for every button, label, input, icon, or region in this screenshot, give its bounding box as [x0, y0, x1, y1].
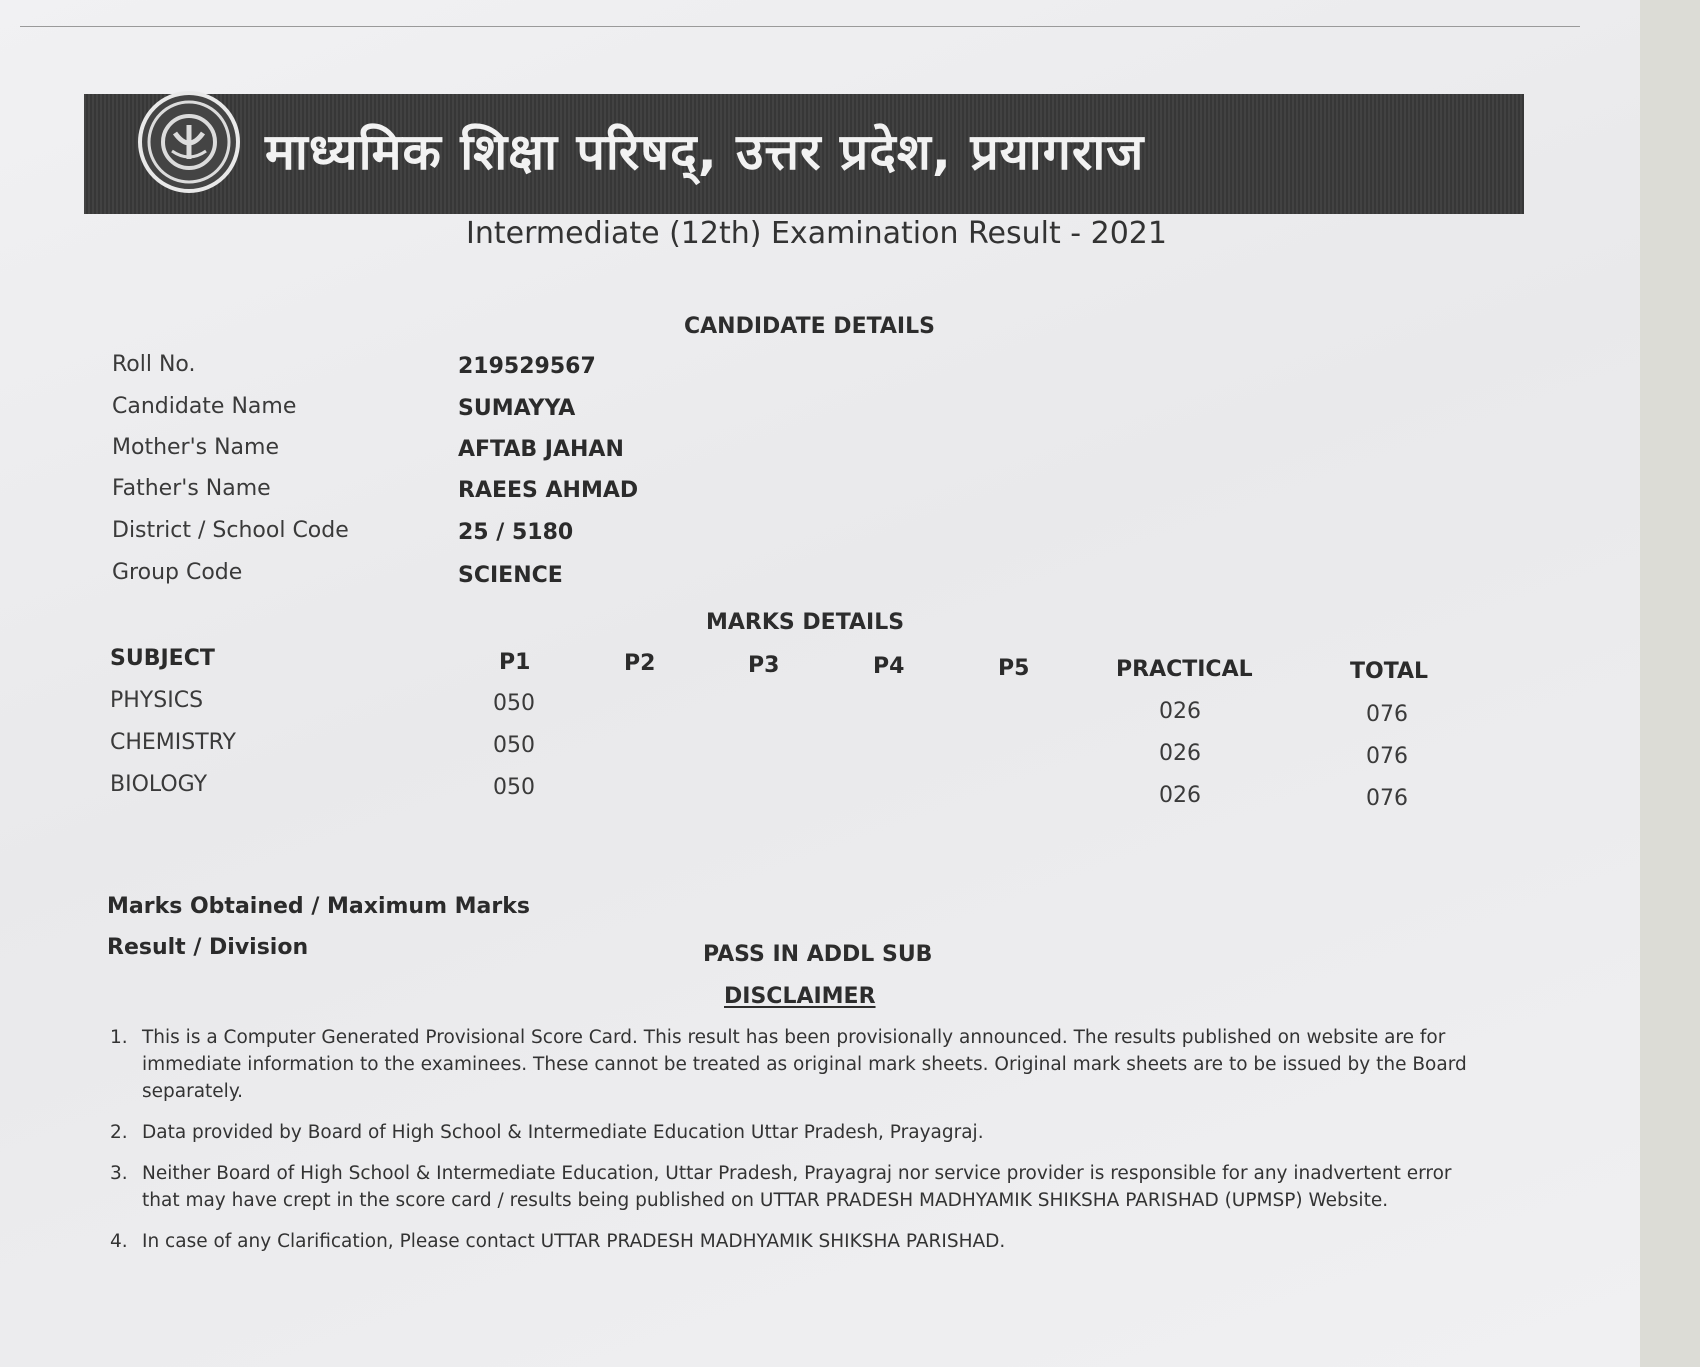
marks-details-heading: MARKS DETAILS [706, 610, 905, 635]
subject-chemistry: CHEMISTRY [110, 730, 236, 755]
biology-total: 076 [1366, 786, 1408, 811]
disclaimer-item [110, 1024, 1480, 1105]
candidate-details-heading: CANDIDATE DETAILS [684, 314, 935, 339]
subject-biology: BIOLOGY [110, 772, 208, 797]
column-header-practical: PRACTICAL [1116, 657, 1253, 682]
column-header-p1: P1 [499, 650, 531, 675]
disclaimer-item [110, 1119, 1480, 1146]
roll-no-label: Roll No. [112, 352, 196, 377]
disclaimer-item-text: Neither Board of High School & Intermediate Education, Uttar Pradesh, Prayagraj nor service provider is responsible for any inadvertent error that may have crept in the score card / results being published on UTTAR PRADESH MADHYAMIK SHIKSHA PARISHAD (UPMSP) Website. [142, 1163, 1452, 1211]
disclaimer-heading: DISCLAIMER [724, 984, 876, 1009]
physics-practical: 026 [1159, 699, 1201, 724]
marks-obtained-label: Marks Obtained / Maximum Marks [107, 894, 530, 919]
board-title: माध्यमिक शिक्षा परिषद्, उत्तर प्रदेश, प्रयागराज [265, 123, 1145, 181]
mother-name-label: Mother's Name [112, 435, 279, 460]
disclaimer-item-number: 2. [110, 1122, 128, 1143]
disclaimer-item [110, 1228, 1480, 1255]
disclaimer-item-number: 4. [110, 1231, 128, 1252]
father-name-label: Father's Name [112, 476, 271, 501]
up-government-seal-icon [138, 91, 240, 193]
chemistry-p1: 050 [493, 733, 535, 758]
disclaimer-item-text: Data provided by Board of High School & Intermediate Education Uttar Pradesh, Prayagraj. [142, 1122, 984, 1143]
column-header-p4: P4 [873, 654, 905, 679]
result-value: PASS IN ADDL SUB [703, 942, 933, 967]
district-school-code-label: District / School Code [112, 518, 349, 543]
mother-name-value: AFTAB JAHAN [458, 437, 624, 462]
disclaimer-item-text: This is a Computer Generated Provisional Score Card. This result has been provisionally announced. The results published on website are for immediate information to the examinees. These cannot be treated as original mark sheets. Original mark sheets are to be issued by the Board separately. [142, 1027, 1467, 1102]
disclaimer-item-text: In case of any Clarification, Please contact UTTAR PRADESH MADHYAMIK SHIKSHA PARISHAD. [142, 1231, 1006, 1252]
disclaimer-item-number: 1. [110, 1027, 128, 1048]
column-header-total: TOTAL [1350, 659, 1429, 684]
column-header-p3: P3 [748, 653, 780, 678]
top-rule [20, 26, 1580, 27]
group-code-label: Group Code [112, 560, 243, 585]
district-school-code-value: 25 / 5180 [458, 520, 574, 545]
roll-no-value: 219529567 [458, 354, 596, 379]
candidate-name-value: SUMAYYA [458, 396, 576, 421]
candidate-name-label: Candidate Name [112, 394, 297, 419]
result-division-label: Result / Division [107, 935, 309, 960]
chemistry-total: 076 [1366, 744, 1408, 769]
biology-practical: 026 [1159, 783, 1201, 808]
disclaimer-item-number: 3. [110, 1163, 128, 1184]
column-header-p5: P5 [998, 656, 1030, 681]
biology-p1: 050 [493, 775, 535, 800]
column-header-subject: SUBJECT [110, 646, 215, 671]
page-title: Intermediate (12th) Examination Result - 2021 [466, 216, 1167, 251]
subject-physics: PHYSICS [110, 688, 204, 713]
physics-total: 076 [1366, 702, 1408, 727]
group-code-value: SCIENCE [458, 563, 563, 588]
disclaimer-item [110, 1160, 1480, 1214]
chemistry-practical: 026 [1159, 741, 1201, 766]
physics-p1: 050 [493, 691, 535, 716]
father-name-value: RAEES AHMAD [458, 478, 639, 503]
column-header-p2: P2 [624, 651, 656, 676]
page-edge [1640, 0, 1700, 1367]
disclaimer-list [110, 1024, 1480, 1269]
